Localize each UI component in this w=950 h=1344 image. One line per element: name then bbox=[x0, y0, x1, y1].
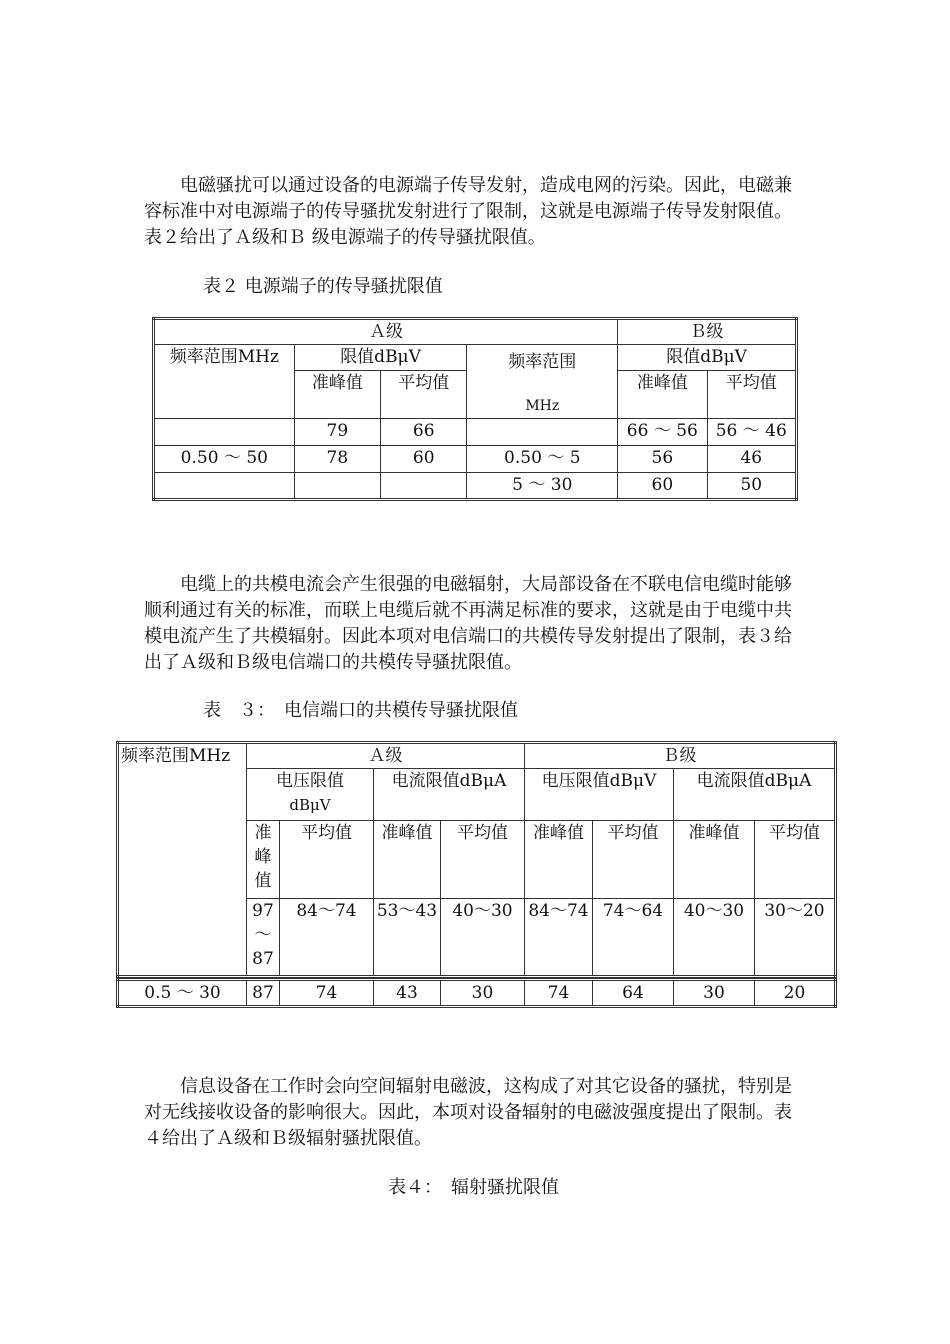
cell bbox=[154, 419, 295, 446]
header-limit-b: 限值dBμV bbox=[618, 345, 797, 371]
cell: 46 bbox=[707, 446, 796, 473]
header-quasi-peak-voltage-b: 准峰值 bbox=[525, 821, 593, 899]
header-average-b: 平均值 bbox=[707, 371, 796, 419]
cell: 0.5 ～ 30 bbox=[118, 980, 247, 1007]
voltage-limit-a-label: 电压限值 bbox=[276, 771, 344, 791]
paragraph-common-mode: 电缆上的共模电流会产生很强的电磁辐射，大局部设备在不联电信电缆时能够顺利通过有关的标准，而联上电缆后就不再满足标准的要求，这就是由于电缆中共模电流产生了共模辐射。因此本项对电信端口的共模传导发射提出了限制，表３给出了Ａ级和Ｂ级电信端口的共模传导骚扰限值。 bbox=[144, 574, 792, 673]
table-telecom-port-limits-last-row bbox=[116, 978, 837, 1008]
header-freq-range-a: 频率范围MHz bbox=[154, 345, 295, 419]
cell: 74～64 bbox=[593, 899, 674, 977]
cell: 0.50 ～ 5 bbox=[467, 446, 618, 473]
table-telecom-port-limits-grid bbox=[116, 741, 837, 978]
cell: 40～30 bbox=[674, 899, 755, 977]
cell: 30 bbox=[674, 980, 755, 1007]
table-row bbox=[154, 419, 797, 446]
qp-char: 准 bbox=[254, 823, 272, 843]
voltage-limit-a-unit: dBμV bbox=[289, 796, 331, 814]
header-class-a: Ａ级 bbox=[247, 743, 525, 769]
cell: 60 bbox=[618, 473, 707, 500]
paragraph-conducted-emission: 电磁骚扰可以通过设备的电源端子传导发射，造成电网的污染。因此，电磁兼容标准中对电源端子的传导骚扰发射进行了限制，这就是电源端子传导发射限值。表２给出了Ａ级和Ｂ 级电源端子的传导骚扰限值。 bbox=[144, 175, 792, 248]
cell: 50 bbox=[707, 473, 796, 500]
qp-char: 峰 bbox=[254, 847, 272, 867]
header-voltage-limit-b: 电压限值dBμV bbox=[525, 769, 674, 821]
cell: 0.50 ～ 50 bbox=[154, 446, 295, 473]
table-row bbox=[154, 473, 797, 500]
cell: 30～20 bbox=[755, 899, 836, 977]
cell bbox=[381, 473, 467, 500]
header-class-b: Ｂ级 bbox=[525, 743, 836, 769]
header-average-current-a: 平均值 bbox=[441, 821, 525, 899]
cell: 56 bbox=[618, 446, 707, 473]
cell-line: 97 bbox=[252, 901, 274, 921]
header-average-voltage-b: 平均值 bbox=[593, 821, 674, 899]
cell: 79 bbox=[294, 419, 380, 446]
cell bbox=[247, 899, 280, 977]
cell: 87 bbox=[247, 980, 280, 1007]
header-current-limit-b: 电流限值dBμA bbox=[674, 769, 836, 821]
header-limit-a: 限值dBμV bbox=[294, 345, 467, 371]
cell: 74 bbox=[280, 980, 374, 1007]
cell: 84～74 bbox=[525, 899, 593, 977]
cell: 40～30 bbox=[441, 899, 525, 977]
cell-line: ～ bbox=[254, 925, 272, 945]
cell-line: 87 bbox=[252, 949, 274, 969]
cell: 20 bbox=[755, 980, 836, 1007]
cell: 66 ～ 56 bbox=[618, 419, 707, 446]
cell: 84～74 bbox=[280, 899, 374, 977]
header-freq-range: 频率范围MHz bbox=[118, 743, 247, 977]
table-row bbox=[154, 446, 797, 473]
header-voltage-limit-a bbox=[247, 769, 374, 821]
cell bbox=[154, 473, 295, 500]
header-class-b: Ｂ级 bbox=[618, 319, 797, 345]
cell: 43 bbox=[374, 980, 441, 1007]
header-quasi-peak-voltage-a bbox=[247, 821, 280, 899]
freq-range-b-label: 频率范围 bbox=[508, 352, 577, 372]
table-power-port-limits-grid bbox=[152, 317, 798, 501]
table2-caption: 表２ 电源端子的传导骚扰限值 bbox=[203, 276, 443, 297]
header-quasi-peak-current-a: 准峰值 bbox=[374, 821, 441, 899]
header-quasi-peak-current-b: 准峰值 bbox=[674, 821, 755, 899]
header-average-a: 平均值 bbox=[381, 371, 467, 419]
cell: 30 bbox=[441, 980, 525, 1007]
header-average-voltage-a: 平均值 bbox=[280, 821, 374, 899]
header-quasi-peak-a: 准峰值 bbox=[294, 371, 380, 419]
table-row bbox=[118, 980, 836, 1007]
header-class-a: Ａ级 bbox=[154, 319, 618, 345]
cell: 60 bbox=[381, 446, 467, 473]
cell: 78 bbox=[294, 446, 380, 473]
cell: 5 ～ 30 bbox=[467, 473, 618, 500]
table4-caption: 表４： 辐射骚扰限值 bbox=[388, 1177, 559, 1198]
header-average-current-b: 平均值 bbox=[755, 821, 836, 899]
table3-caption: 表 ３： 电信端口的共模传导骚扰限值 bbox=[203, 700, 518, 721]
cell bbox=[467, 419, 618, 446]
qp-char: 值 bbox=[254, 871, 272, 891]
header-quasi-peak-b: 准峰值 bbox=[618, 371, 707, 419]
paragraph-radiated-emission: 信息设备在工作时会向空间辐射电磁波，这构成了对其它设备的骚扰，特别是对无线接收设备的影响很大。因此，本项对设备辐射的电磁波强度提出了限制。表４给出了Ａ级和Ｂ级辐射骚扰限值。 bbox=[144, 1076, 792, 1149]
cell: 74 bbox=[525, 980, 593, 1007]
cell: 64 bbox=[593, 980, 674, 1007]
cell: 66 bbox=[381, 419, 467, 446]
freq-range-b-unit: MHz bbox=[525, 398, 560, 414]
header-freq-range-b bbox=[467, 345, 618, 419]
header-current-limit-a: 电流限值dBμA bbox=[374, 769, 525, 821]
cell bbox=[294, 473, 380, 500]
cell: 53～43 bbox=[374, 899, 441, 977]
cell: 56 ～ 46 bbox=[707, 419, 796, 446]
